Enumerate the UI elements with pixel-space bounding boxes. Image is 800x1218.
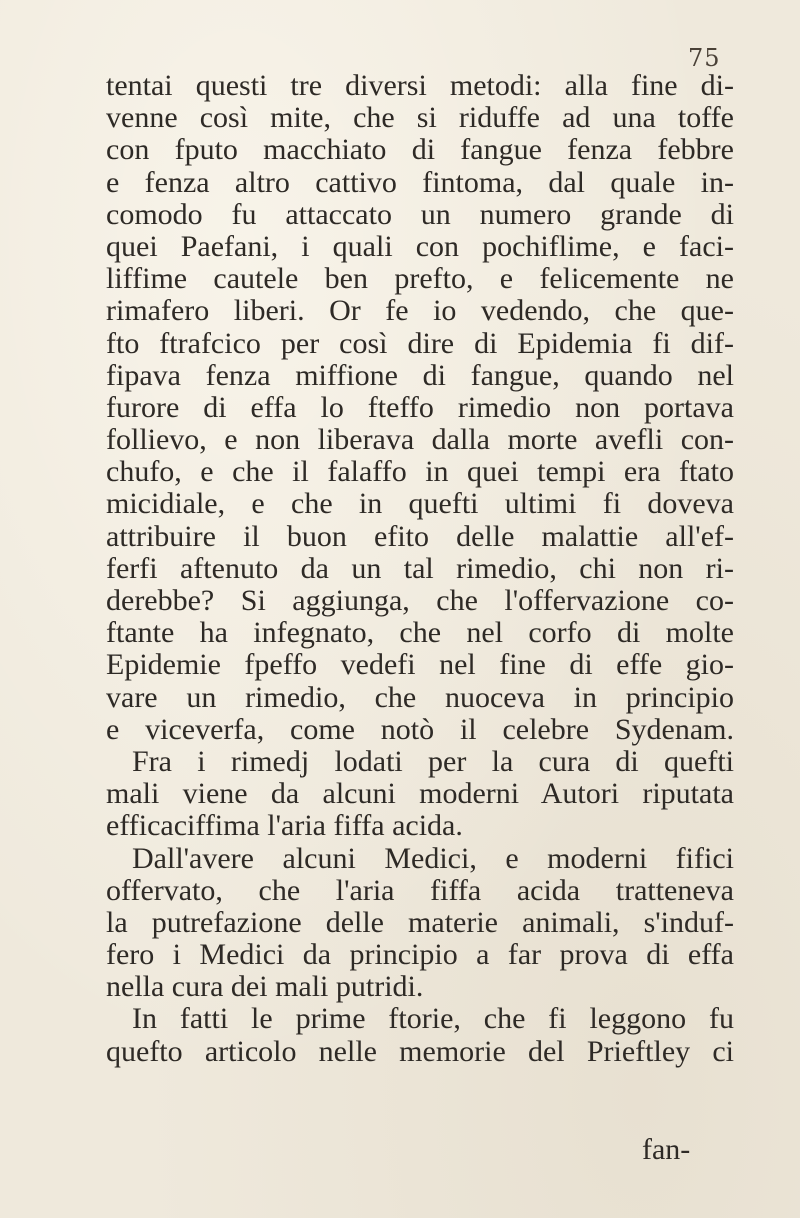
- text-line: quei Paefani, i quali con pochiflime, e faci-: [106, 229, 734, 263]
- text-line: venne così mite, che si riduffe ad una toffe: [106, 101, 734, 135]
- text-line: tentai questi tre diversi metodi: alla fine di-: [106, 69, 734, 102]
- paragraph-start-line: Fra i rimedj lodati per la cura di quefti: [132, 744, 734, 778]
- text-line: vare un rimedio, che nuoceva in principio: [106, 680, 734, 714]
- catchword: fan-: [642, 1133, 691, 1166]
- text-line: e viceverfa, come notò il celebre Sydenam.: [106, 712, 734, 746]
- page-number: 75: [688, 44, 721, 72]
- body-text: [106, 70, 734, 1068]
- text-line: chufo, e che il falaffo in quei tempi era ftato: [106, 455, 734, 489]
- text-line: la putrefazione delle materie animali, s'induf-: [106, 905, 734, 939]
- text-line: ftante ha infegnato, che nel corfo di molte: [106, 616, 734, 650]
- text-line: comodo fu attaccato un numero grande di: [106, 197, 734, 231]
- paragraph-start-line: Dall'avere alcuni Medici, e moderni fifici: [132, 841, 734, 875]
- text-line: fipava fenza miffione di fangue, quando nel: [106, 358, 734, 392]
- text-line: attribuire il buon efito delle malattie all'ef-: [106, 519, 734, 553]
- text-line: fto ftrafcico per così dire di Epidemia fi dif-: [106, 326, 734, 360]
- text-line: quefto articolo nelle memorie del Prieftley ci: [106, 1034, 734, 1068]
- text-line: rimafero liberi. Or fe io vedendo, che que-: [106, 294, 734, 328]
- paragraph-end-line: nella cura dei mali putridi.: [106, 970, 424, 1004]
- text-line: ferfi aftenuto da un tal rimedio, chi non ri-: [106, 551, 734, 585]
- text-line: mali viene da alcuni moderni Autori riputata: [106, 777, 734, 811]
- text-line: furore di effa lo fteffo rimedio non portava: [106, 390, 734, 424]
- text-line: micidiale, e che in quefti ultimi fi doveva: [106, 487, 734, 521]
- paragraph-end-line: efficaciffima l'aria fiffa acida.: [106, 809, 463, 843]
- text-line: e fenza altro cattivo fintoma, dal quale in-: [106, 165, 734, 199]
- text-line: follievo, e non liberava dalla morte avefli con-: [106, 423, 734, 457]
- paragraph-start-line: In fatti le prime ftorie, che fi leggono fu: [132, 1002, 734, 1036]
- text-line: derebbe? Si aggiunga, che l'offervazione co-: [106, 584, 734, 617]
- text-line: fero i Medici da principio a far prova di effa: [106, 938, 734, 972]
- text-line: offervato, che l'aria fiffa acida tratteneva: [106, 873, 734, 907]
- text-line: con fputo macchiato di fangue fenza febbre: [106, 133, 734, 167]
- text-line: Epidemie fpeffo vedefi nel fine di effe gio-: [106, 648, 734, 682]
- text-line: liffime cautele ben prefto, e felicemente ne: [106, 262, 734, 296]
